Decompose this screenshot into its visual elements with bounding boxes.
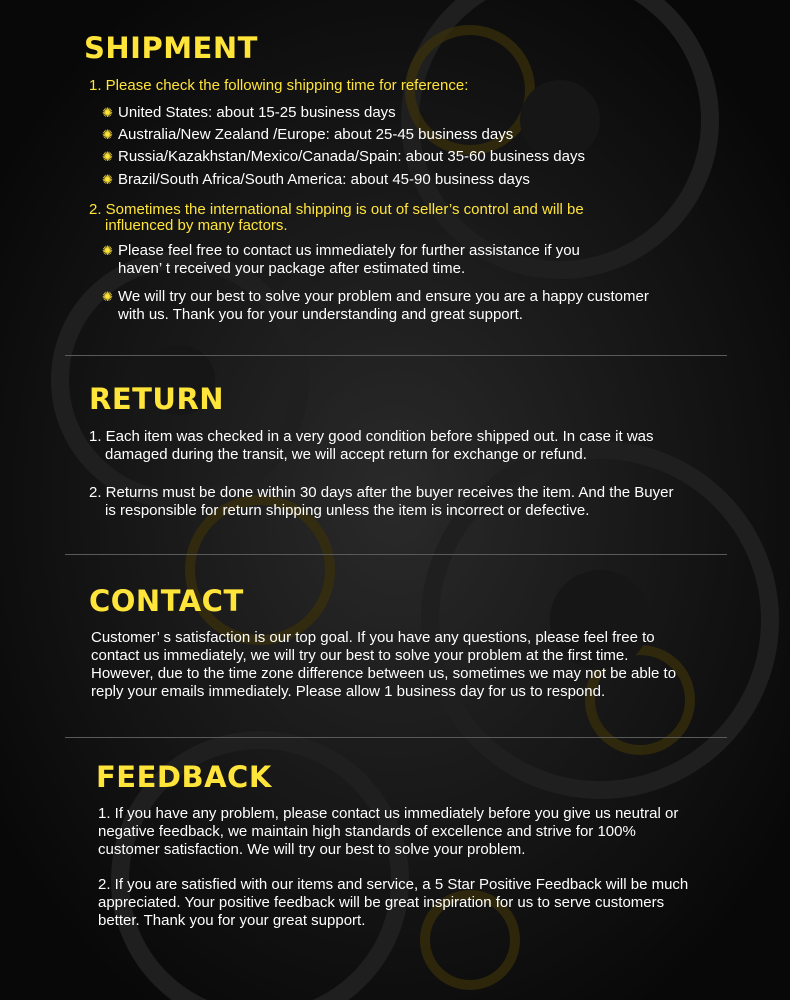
return-item-2-line-2: is responsible for return shipping unless the item is incorrect or defective. (105, 502, 590, 519)
section-divider (65, 355, 727, 356)
contact-title: CONTACT (89, 584, 244, 618)
feedback-title: FEEDBACK (96, 760, 272, 794)
return-item-2-line-1: 2. Returns must be done within 30 days after the buyer receives the item. And the Buyer (89, 484, 674, 501)
shipping-time-au-nz-eu: Australia/New Zealand /Europe: about 25-45 business days (118, 126, 514, 143)
shipment-point-2-line-2: influenced by many factors. (105, 217, 288, 234)
contact-line: contact us immediately, we will try our best to solve your problem at the first time. (91, 647, 629, 664)
return-item-1-line-2: damaged during the transit, we will accept return for exchange or refund. (105, 446, 587, 463)
star-burst-icon: ✺ (102, 172, 113, 187)
star-burst-icon: ✺ (102, 243, 113, 258)
feedback-item-1-line-2: negative feedback, we maintain high standards of excellence and strive for 100% (98, 823, 636, 840)
shipment-note-1-line-2: haven’ t received your package after estimated time. (118, 260, 466, 277)
star-burst-icon: ✺ (102, 149, 113, 164)
contact-line: reply your emails immediately. Please allow 1 business day for us to respond. (91, 683, 606, 700)
shipping-time-us: United States: about 15-25 business days (118, 104, 396, 121)
feedback-item-1-line-1: 1. If you have any problem, please contact us immediately before you give us neutral or (98, 805, 679, 822)
shipment-point-1: 1. Please check the following shipping time for reference: (89, 77, 469, 94)
star-burst-icon: ✺ (102, 105, 113, 120)
shipment-title: SHIPMENT (84, 31, 258, 65)
feedback-item-2-line-1: 2. If you are satisfied with our items and service, a 5 Star Positive Feedback will be much (98, 876, 689, 893)
return-item-1-line-1: 1. Each item was checked in a very good condition before shipped out. In case it was (89, 428, 654, 445)
star-burst-icon: ✺ (102, 127, 113, 142)
section-divider (65, 737, 727, 738)
return-section (0, 360, 790, 550)
shipment-note-1-line-1: Please feel free to contact us immediately for further assistance if you (118, 242, 580, 259)
return-title: RETURN (89, 382, 225, 416)
shipping-time-ru-kz-mx-ca-es: Russia/Kazakhstan/Mexico/Canada/Spain: about 35-60 business days (118, 148, 585, 165)
shipment-note-2-line-2: with us. Thank you for your understanding and great support. (118, 306, 523, 323)
shipping-time-br-za-sa: Brazil/South Africa/South America: about 45-90 business days (118, 171, 530, 188)
contact-line: Customer’ s satisfaction is our top goal. If you have any questions, please feel free to (91, 629, 655, 646)
shipment-note-2-line-1: We will try our best to solve your problem and ensure you are a happy customer (118, 288, 649, 305)
star-burst-icon: ✺ (102, 289, 113, 304)
section-divider (65, 554, 727, 555)
shipment-section (0, 0, 790, 340)
shipment-point-2-line-1: 2. Sometimes the international shipping is out of seller’s control and will be (89, 201, 584, 218)
contact-section (0, 560, 790, 730)
feedback-item-2-line-3: better. Thank you for your great support. (98, 912, 366, 929)
feedback-item-1-line-3: customer satisfaction. We will try our best to solve your problem. (98, 841, 526, 858)
feedback-item-2-line-2: appreciated. Your positive feedback will be great inspiration for us to serve customers (98, 894, 665, 911)
contact-line: However, due to the time zone difference between us, sometimes we may not be able to (91, 665, 677, 682)
feedback-section (0, 740, 790, 940)
